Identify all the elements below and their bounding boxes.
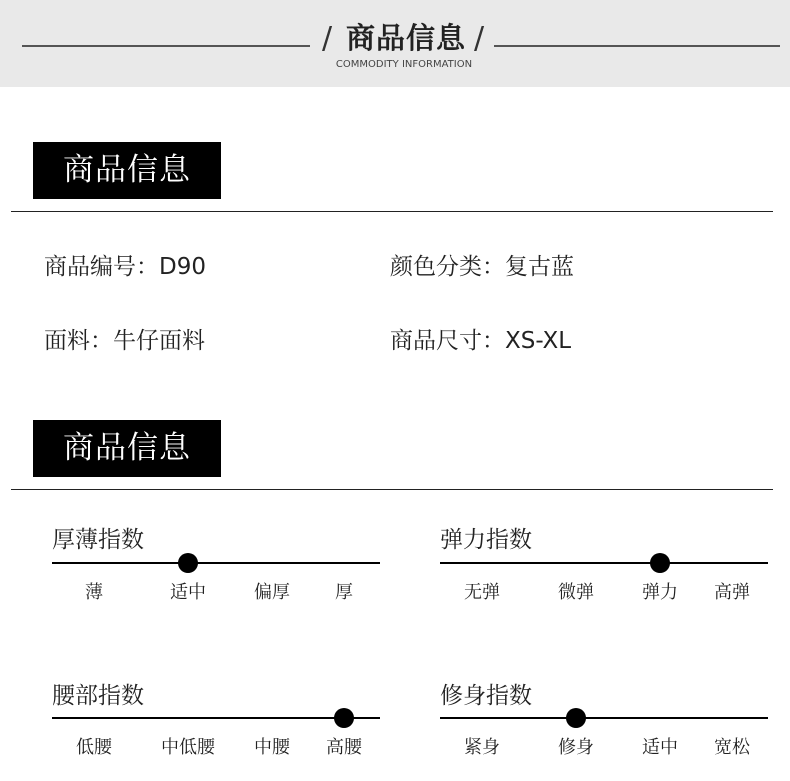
waist-index-title: 腰部指数 xyxy=(52,683,144,709)
fit-option: 宽松 xyxy=(714,737,750,758)
waist-index-track xyxy=(52,717,380,719)
fit-option: 适中 xyxy=(642,737,678,758)
section-label-indices: 商品信息 xyxy=(33,420,221,477)
section-divider xyxy=(11,211,773,212)
thickness-index-marker xyxy=(178,553,198,573)
info-product-number: 商品编号：D90 xyxy=(44,254,206,280)
banner-divider-left xyxy=(22,45,310,47)
banner-slash-right: / xyxy=(474,21,485,56)
fit-option: 紧身 xyxy=(464,737,500,758)
elasticity-option: 弹力 xyxy=(642,582,678,603)
elasticity-index-track xyxy=(440,562,768,564)
waist-option: 高腰 xyxy=(326,737,362,758)
banner-title: 商品信息 xyxy=(345,21,466,55)
banner-slash-left: / xyxy=(322,21,333,56)
fit-index-title: 修身指数 xyxy=(440,683,532,709)
thickness-option: 偏厚 xyxy=(254,582,290,603)
header-banner xyxy=(0,0,790,87)
thickness-index-track xyxy=(52,562,380,564)
elasticity-index-title: 弹力指数 xyxy=(440,527,532,553)
elasticity-index-marker xyxy=(650,553,670,573)
waist-option: 中低腰 xyxy=(161,737,215,758)
thickness-option: 薄 xyxy=(85,582,103,603)
banner-divider-right xyxy=(494,45,780,47)
thickness-option: 厚 xyxy=(335,582,353,603)
info-color-category: 颜色分类：复古蓝 xyxy=(390,254,574,280)
elasticity-option: 微弹 xyxy=(558,582,594,603)
thickness-index-title: 厚薄指数 xyxy=(52,527,144,553)
waist-index-marker xyxy=(334,708,354,728)
banner-subtitle: COMMODITY INFORMATION xyxy=(335,59,473,70)
info-size: 商品尺寸：XS-XL xyxy=(390,328,572,354)
waist-option: 中腰 xyxy=(254,737,290,758)
thickness-option: 适中 xyxy=(170,582,206,603)
elasticity-option: 高弹 xyxy=(714,582,750,603)
section-label-basic-info: 商品信息 xyxy=(33,142,221,199)
info-fabric: 面料：牛仔面料 xyxy=(44,328,205,354)
fit-index-marker xyxy=(566,708,586,728)
fit-index-track xyxy=(440,717,768,719)
fit-option: 修身 xyxy=(558,737,594,758)
section-divider xyxy=(11,489,773,490)
waist-option: 低腰 xyxy=(76,737,112,758)
elasticity-option: 无弹 xyxy=(464,582,500,603)
